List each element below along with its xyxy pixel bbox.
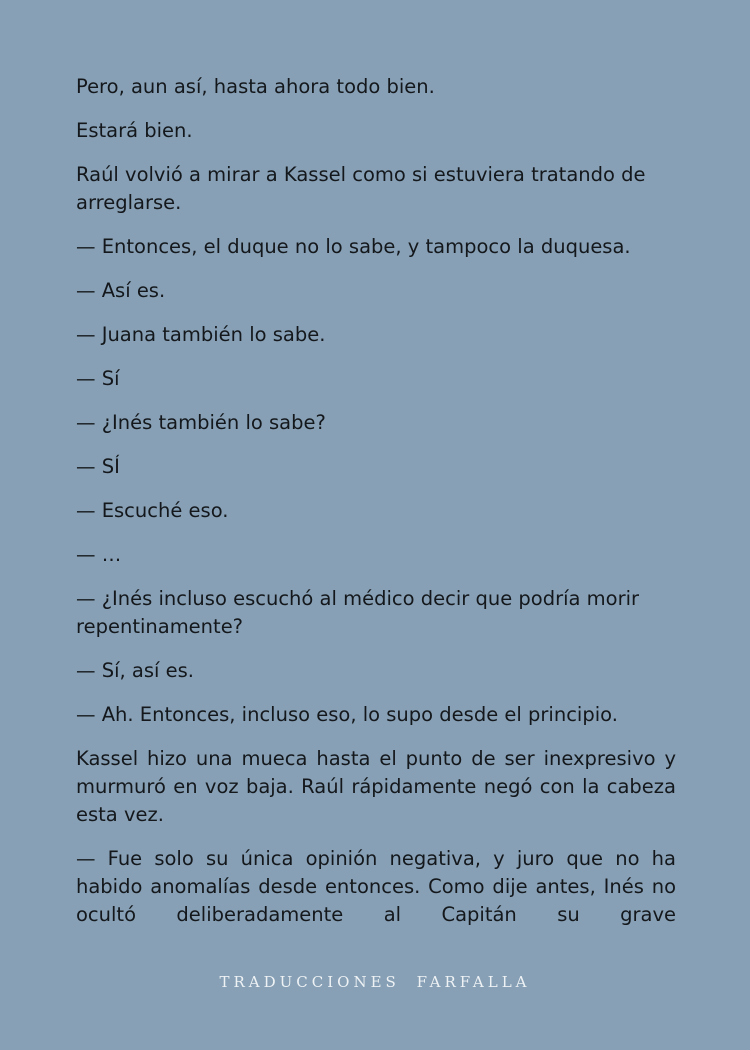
dialogue-line: — Ah. Entonces, incluso eso, lo supo desde el principio. — [76, 703, 618, 726]
dialogue-line: — Entonces, el duque no lo sabe, y tampoco la duquesa. — [76, 235, 631, 258]
dialogue-line: — Sí, así es. — [76, 659, 194, 682]
paragraph: Kassel hizo una mueca hasta el punto de ser inexpresivo y murmuró en voz baja. Raúl rápidamente negó con la cabeza esta vez. — [76, 747, 676, 826]
dialogue-line: — ¿Inés incluso escuchó al médico decir que podría morir repentinamente? — [76, 587, 640, 638]
paragraph: Raúl volvió a mirar a Kassel como si estuviera tratando de arreglarse. — [76, 163, 646, 214]
dialogue-line: — Así es. — [76, 279, 166, 302]
dialogue-line: — Sí — [76, 367, 120, 390]
dialogue-line: — SÍ — [76, 455, 120, 478]
footer-credit: TRADUCCIONES FARFALLA — [219, 973, 531, 991]
dialogue-line: — ¿Inés también lo sabe? — [76, 411, 326, 434]
dialogue-line: — Juana también lo sabe. — [76, 323, 326, 346]
dialogue-line: — Escuché eso. — [76, 499, 229, 522]
body-text — [76, 73, 676, 945]
dialogue-line: — … — [76, 543, 122, 566]
paragraph: Pero, aun así, hasta ahora todo bien. — [76, 75, 435, 98]
paragraph: Estará bien. — [76, 119, 193, 142]
dialogue-line: — Fue solo su única opinión negativa, y juro que no ha habido anomalías desde entonces. Como dije antes, Inés no ocultó deliberadamente al Capitán su grave — [76, 847, 676, 926]
